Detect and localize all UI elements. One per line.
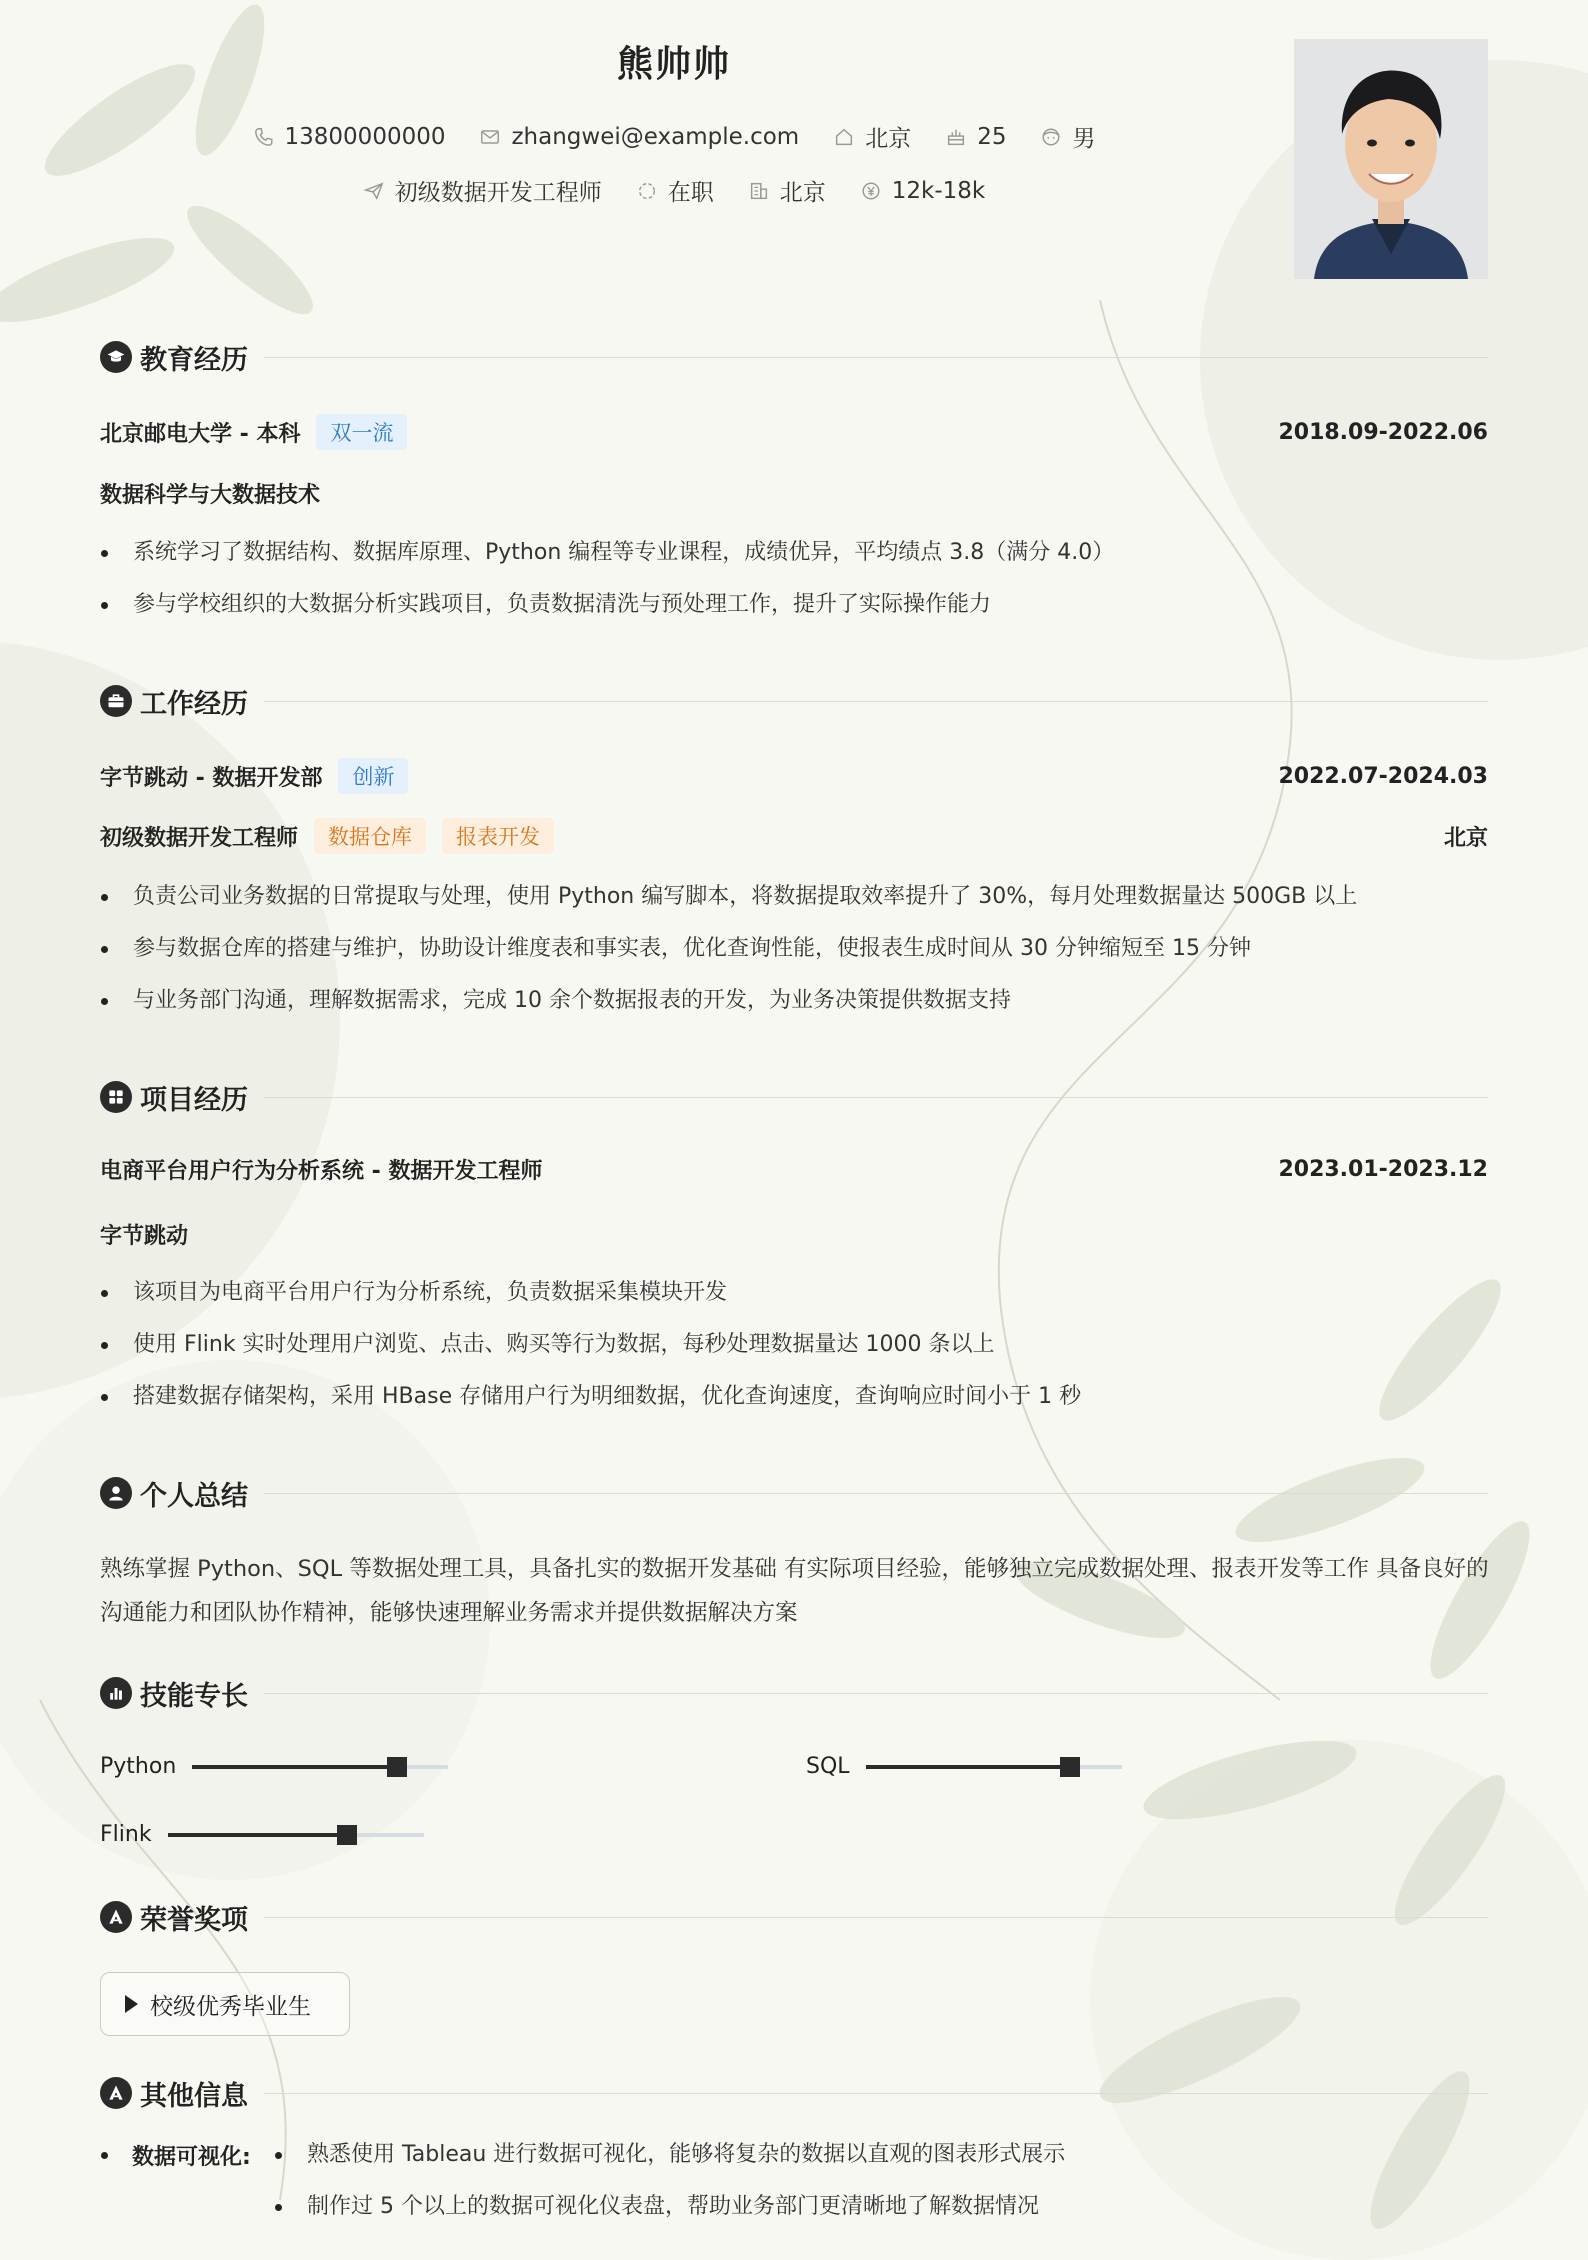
info-phone (253, 124, 446, 150)
school-name: 北京邮电大学 - 本科 (100, 421, 301, 447)
honor-item (100, 1972, 350, 2036)
major-name: 数据科学与大数据技术 (100, 483, 321, 508)
bar-chart-icon (100, 1677, 132, 1709)
contact-info-line (0, 120, 1348, 153)
info-position (363, 174, 602, 207)
list-item: 参与数据仓库的搭建与维护，协助设计维度表和事实表，优化查询性能，使报表生成时间从 30 分钟缩短至 15 分钟 (100, 923, 1488, 975)
section-title: 荣誉奖项 (140, 1904, 248, 1936)
send-icon (363, 180, 385, 202)
skill-name: Python (100, 1754, 177, 1779)
list-item: 搭建数据存储架构，采用 HBase 存储用户行为明细数据，优化查询速度，查询响应时间小于 1 秒 (100, 1371, 1488, 1423)
skill-flink (100, 1822, 424, 1847)
status-icon (636, 180, 658, 202)
city-text: 北京 (779, 180, 826, 206)
skill-bar (168, 1833, 424, 1837)
education-period: 2018.09-2022.06 (1278, 419, 1488, 445)
info-status (636, 174, 714, 207)
list-item: 制作过 5 个以上的数据可视化仪表盘，帮助业务部门更清晰地了解数据情况 (274, 2193, 1065, 2245)
age-text: 25 (977, 123, 1007, 150)
work-header-row (100, 758, 1488, 794)
email-text: zhangwei@example.com (511, 123, 800, 150)
honors-section-header (100, 1897, 1488, 1937)
skill-fill (168, 1833, 347, 1837)
section-title: 技能专长 (140, 1680, 248, 1712)
section-divider (264, 1917, 1488, 1918)
briefcase-icon (100, 685, 132, 717)
work-period: 2022.07-2024.03 (1278, 763, 1488, 789)
skill-bar (192, 1765, 448, 1769)
job-info-line (0, 174, 1348, 207)
list-item: 与业务部门沟通，理解数据需求，完成 10 余个数据报表的开发，为业务决策提供数据支持 (100, 975, 1488, 1027)
home-icon (833, 126, 855, 148)
education-header-row (100, 414, 1488, 450)
section-divider (264, 2093, 1488, 2094)
building-icon (748, 180, 770, 202)
section-divider (264, 1693, 1488, 1694)
info-age (945, 124, 1006, 150)
company-name: 字节跳动 - 数据开发部 (100, 765, 323, 791)
education-section-header (100, 337, 1488, 377)
role-tag: 数据仓库 (314, 818, 426, 854)
grid-icon (100, 1081, 132, 1113)
award-icon (100, 1901, 132, 1933)
skill-knob (387, 1757, 407, 1777)
yen-icon (860, 180, 882, 202)
graduation-cap-icon (100, 341, 132, 373)
role-tag: 报表开发 (442, 818, 554, 854)
work-section-header (100, 681, 1488, 721)
info-email (479, 124, 799, 150)
section-title: 教育经历 (140, 344, 248, 376)
list-item: 系统学习了数据结构、数据库原理、Python 编程等专业课程，成绩优异，平均绩点 3.8（满分 4.0） (100, 527, 1488, 579)
company-tag: 创新 (338, 758, 408, 794)
section-title: 其他信息 (140, 2080, 248, 2112)
list-item: 熟悉使用 Tableau 进行数据可视化，能够将复杂的数据以直观的图表形式展示 (274, 2141, 1065, 2193)
other-section-header (100, 2073, 1488, 2113)
salary-text: 12k-18k (891, 177, 986, 204)
skill-sql (806, 1754, 1122, 1779)
gender-text: 男 (1072, 126, 1096, 152)
section-divider (264, 1493, 1488, 1494)
honor-text: 校级优秀毕业生 (150, 1993, 311, 2020)
work-location: 北京 (1443, 825, 1488, 851)
position-text: 初级数据开发工程师 (394, 180, 602, 206)
work-bullets (100, 871, 1488, 1027)
section-title: 项目经历 (140, 1084, 248, 1116)
project-name: 电商平台用户行为分析系统 - 数据开发工程师 (100, 1159, 543, 1184)
skill-python (100, 1754, 448, 1779)
skill-name: SQL (806, 1754, 850, 1779)
role-name: 初级数据开发工程师 (100, 825, 299, 851)
candidate-name: 熊帅帅 (616, 44, 731, 85)
cake-icon (945, 126, 967, 148)
skill-knob (337, 1825, 357, 1845)
summary-text: 熟练掌握 Python、SQL 等数据处理工具，具备扎实的数据开发基础 有实际项目经验，能够独立完成数据处理、报表开发等工作 具备良好的沟通能力和团队协作精神，能够快速理解业务需求并提供数据解决方案 (100, 1556, 1489, 1626)
skill-bar (866, 1765, 1122, 1769)
mail-icon (479, 126, 501, 148)
play-icon (125, 1995, 138, 2013)
list-item: 参与学校组织的大数据分析实践项目，负责数据清洗与预处理工作，提升了实际操作能力 (100, 579, 1488, 631)
education-bullets (100, 527, 1488, 631)
skill-name: Flink (100, 1822, 152, 1847)
other-label: 数据可视化: (100, 2140, 251, 2171)
school-tag: 双一流 (316, 414, 407, 450)
section-title: 个人总结 (140, 1480, 248, 1512)
section-divider (264, 701, 1488, 702)
user-icon (100, 1477, 132, 1509)
section-title: 工作经历 (140, 688, 248, 720)
other-bullets (274, 2141, 1065, 2245)
project-header-row (100, 1154, 1488, 1185)
avatar (1294, 39, 1488, 279)
info-salary (860, 178, 985, 204)
section-divider (264, 1097, 1488, 1098)
phone-icon (253, 126, 275, 148)
list-item: 该项目为电商平台用户行为分析系统，负责数据采集模块开发 (100, 1267, 1488, 1319)
list-item: 使用 Flink 实时处理用户浏览、点击、购买等行为数据，每秒处理数据量达 1000 条以上 (100, 1319, 1488, 1371)
project-section-header (100, 1077, 1488, 1117)
work-role-row (100, 818, 1488, 854)
info-home (833, 120, 911, 153)
project-period: 2023.01-2023.12 (1278, 1157, 1488, 1182)
list-item: 负责公司业务数据的日常提取与处理，使用 Python 编写脚本，将数据提取效率提升了 30%，每月处理数据量达 500GB 以上 (100, 871, 1488, 923)
award-icon (100, 2077, 132, 2109)
project-bullets (100, 1267, 1488, 1423)
phone-text: 13800000000 (284, 123, 446, 150)
section-divider (264, 357, 1488, 358)
home-text: 北京 (865, 126, 912, 152)
project-company: 字节跳动 (100, 1224, 189, 1249)
skill-fill (192, 1765, 397, 1769)
skills-section-header (100, 1673, 1488, 1713)
gender-icon (1040, 126, 1062, 148)
info-city (748, 174, 826, 207)
summary-section-header (100, 1473, 1488, 1513)
skill-fill (866, 1765, 1071, 1769)
info-gender (1040, 120, 1095, 153)
status-text: 在职 (667, 180, 714, 206)
skill-knob (1060, 1757, 1080, 1777)
